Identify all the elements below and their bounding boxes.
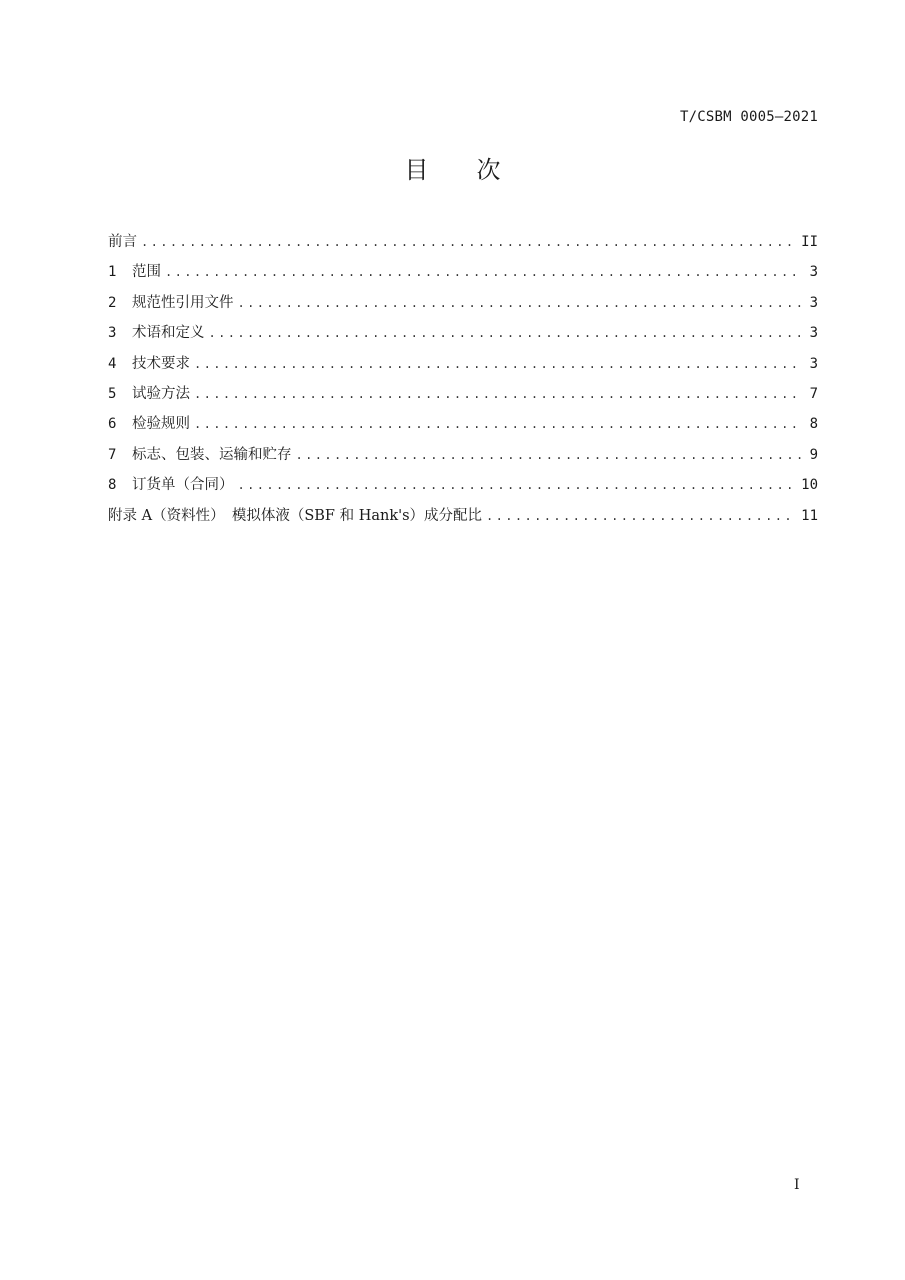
- toc-entry-technical-requirements[interactable]: [108, 352, 818, 382]
- toc-entry-text: 订货单（合同）: [132, 477, 234, 494]
- toc-leader-dots: [194, 387, 802, 401]
- toc-entry-label: [108, 412, 190, 433]
- toc-entry-number: 3: [108, 325, 117, 342]
- toc-entry-number: 6: [108, 416, 117, 433]
- toc-entry-number: 2: [108, 294, 117, 311]
- toc-entry-label: [108, 352, 190, 373]
- toc-entry-label: [108, 382, 190, 403]
- toc-entry-page: 7: [809, 385, 818, 402]
- toc-entry-label: 前言: [108, 234, 137, 250]
- toc-entry-text: 试验方法: [132, 385, 190, 402]
- toc-entry-page: II: [801, 234, 818, 250]
- toc-entry-test-methods[interactable]: [108, 382, 818, 412]
- toc-entry-appendix-a[interactable]: [108, 504, 818, 534]
- toc-leader-dots: [194, 417, 802, 431]
- document-code: T/CSBM 0005—2021: [679, 109, 818, 125]
- toc-leader-dots: [238, 296, 803, 310]
- toc-entry-label: [108, 291, 234, 312]
- toc-entry-label: [108, 443, 292, 464]
- toc-title: 目次: [404, 156, 549, 184]
- toc-entry-number: 4: [108, 355, 117, 372]
- toc-entry-page: 9: [809, 446, 818, 463]
- toc-entry-order-form[interactable]: [108, 473, 818, 503]
- toc-entry-scope[interactable]: [108, 260, 818, 290]
- toc-leader-dots: [194, 357, 802, 371]
- toc-entry-text: 范围: [132, 264, 161, 281]
- toc-leader-dots: [486, 509, 795, 523]
- toc-entry-page: 3: [809, 325, 818, 342]
- toc-entry-page: 11: [801, 507, 818, 524]
- toc-entry-marking-packaging[interactable]: [108, 443, 818, 473]
- toc-entry-label: [108, 473, 234, 494]
- toc-entry-text: 技术要求: [132, 355, 190, 372]
- toc-entry-number: 1: [108, 264, 117, 281]
- toc-entry-inspection-rules[interactable]: [108, 412, 818, 442]
- toc-entry-foreword[interactable]: [108, 230, 818, 260]
- toc-entry-number: 8: [108, 477, 117, 494]
- toc-entry-label: 附录 A（资料性） 模拟体液（SBF 和 Hank's）成分配比: [108, 507, 483, 524]
- toc-entry-normative-references[interactable]: [108, 291, 818, 321]
- toc-entry-text: 术语和定义: [132, 325, 205, 342]
- toc-entry-page: 10: [801, 477, 818, 494]
- toc-leader-dots: [238, 478, 796, 492]
- toc-entry-page: 3: [809, 264, 818, 281]
- toc-leader-dots: [209, 326, 803, 340]
- toc-entry-text: 标志、包装、运输和贮存: [132, 446, 292, 463]
- page-number: I: [794, 1177, 800, 1193]
- toc-entry-terms-definitions[interactable]: [108, 321, 818, 351]
- toc-leader-dots: [141, 235, 795, 249]
- table-of-contents: [108, 230, 818, 534]
- toc-entry-label: [108, 321, 205, 342]
- toc-entry-page: 8: [809, 416, 818, 433]
- toc-entry-page: 3: [809, 294, 818, 311]
- toc-leader-dots: [165, 265, 802, 279]
- toc-entry-text: 规范性引用文件: [132, 294, 234, 311]
- toc-leader-dots: [296, 448, 803, 462]
- toc-entry-page: 3: [809, 355, 818, 372]
- toc-entry-label: [108, 260, 161, 281]
- toc-entry-text: 检验规则: [132, 416, 190, 433]
- toc-entry-number: 5: [108, 385, 117, 402]
- toc-entry-number: 7: [108, 446, 117, 463]
